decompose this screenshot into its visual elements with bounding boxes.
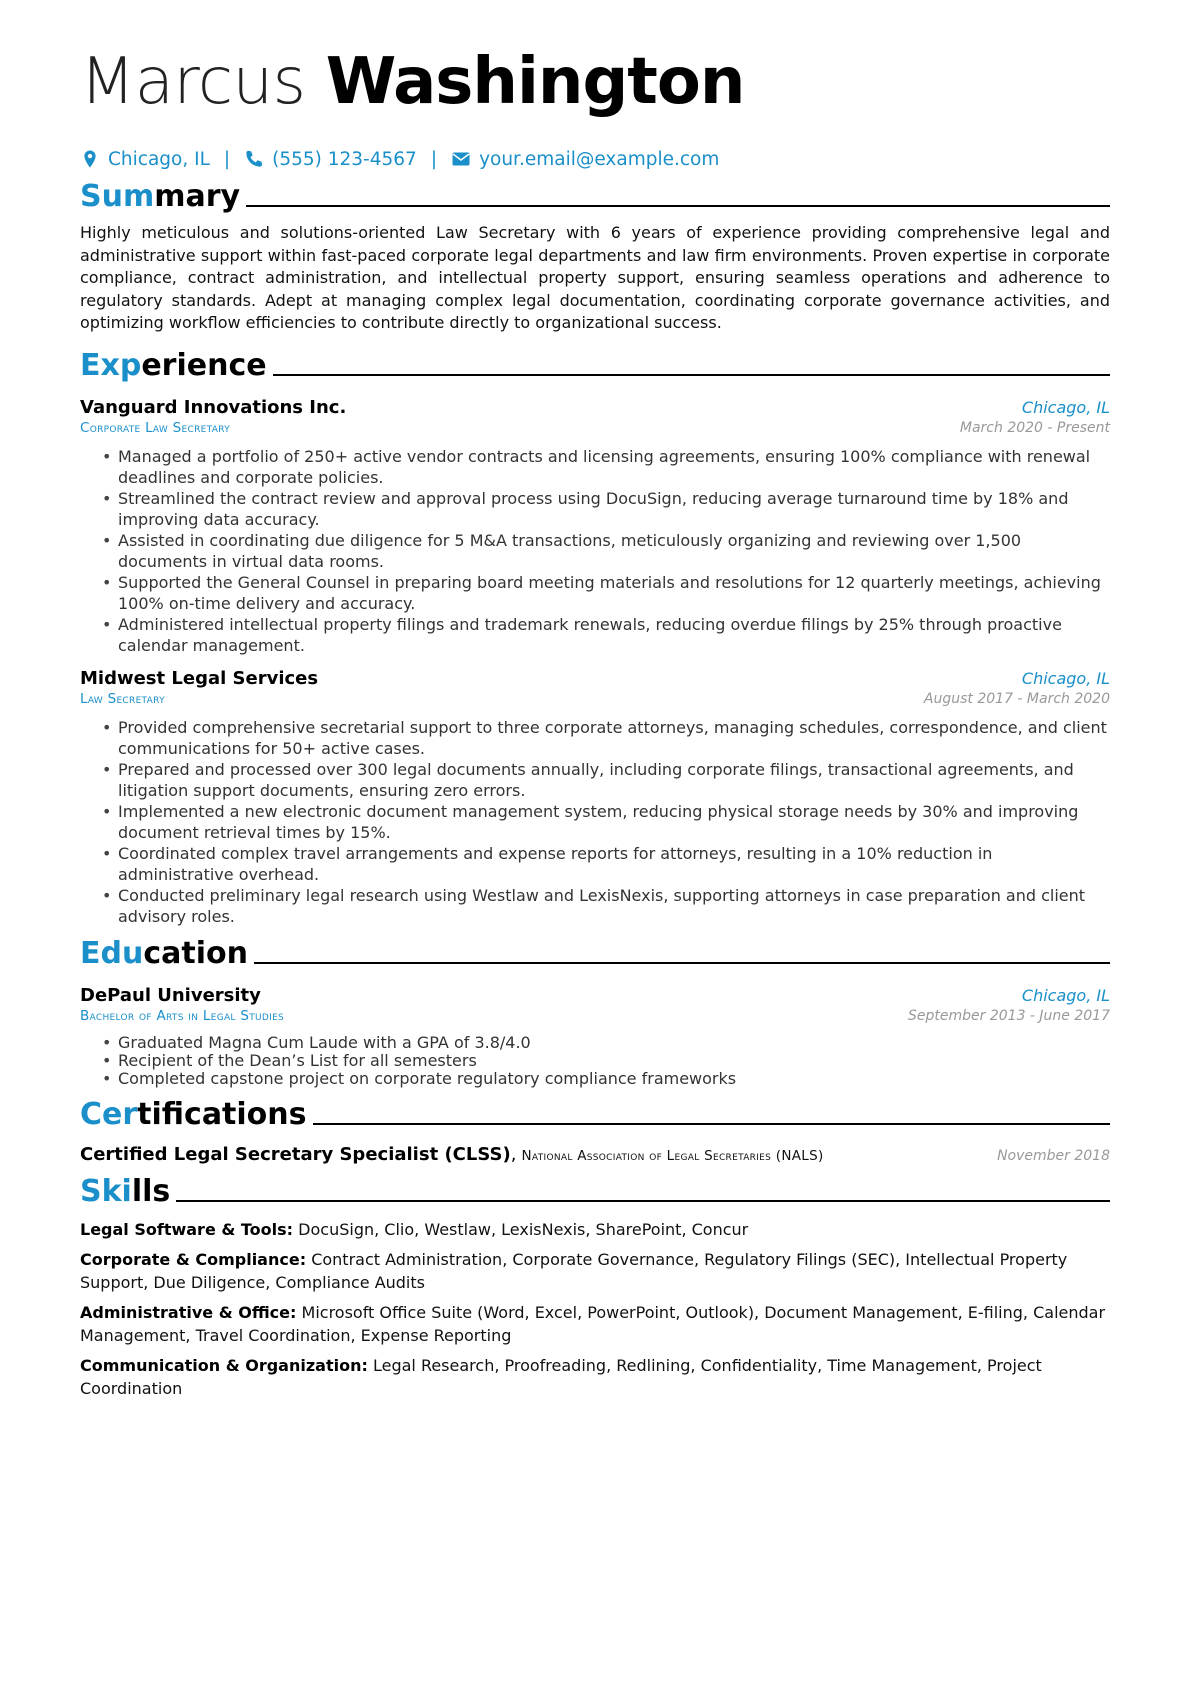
certification-issuer: National Association of Legal Secretaries (NALS) xyxy=(521,1147,824,1164)
job-location: Chicago, IL xyxy=(1021,668,1110,688)
list-item: • Supported the General Counsel in preparing board meeting materials and resolutions for 12 quarterly meetings, achieving 100% on-time delivery and accuracy. xyxy=(118,572,1110,614)
candidate-name xyxy=(80,0,1110,124)
certifications-heading xyxy=(80,1098,1110,1132)
list-item: • Prepared and processed over 300 legal documents annually, including corporate filings, transactional agreements, and litigation support documents, ensuring zero errors. xyxy=(118,759,1110,801)
skill-value: Legal Research, Proofreading, Redlining, Confidentiality, Time Management, Project Coordination xyxy=(80,1356,1042,1398)
list-item: • Provided comprehensive secretarial support to three corporate attorneys, managing schedules, correspondence, and client communications for 50+ active cases. xyxy=(118,717,1110,759)
list-item: • Graduated Magna Cum Laude with a GPA of 3.8/4.0 xyxy=(118,1034,1110,1052)
degree-title: Bachelor of Arts in Legal Studies xyxy=(80,1007,285,1024)
phone-text: (555) 123-4567 xyxy=(272,148,417,170)
school-location: Chicago, IL xyxy=(1021,985,1110,1005)
employer-name: Midwest Legal Services xyxy=(80,667,319,689)
job-bullets xyxy=(80,446,1110,656)
skill-value: DocuSign, Clio, Westlaw, LexisNexis, SharePoint, Concur xyxy=(298,1219,749,1239)
contact-separator: | xyxy=(223,148,231,170)
section-title: Summary xyxy=(80,179,241,214)
education-dates: September 2013 - June 2017 xyxy=(908,1007,1110,1024)
job-bullets xyxy=(80,717,1110,927)
list-item: • Conducted preliminary legal research using Westlaw and LexisNexis, supporting attorneys in case preparation and client advisory roles. xyxy=(118,885,1110,927)
section-title: Skills xyxy=(80,1173,171,1209)
skill-value: Microsoft Office Suite (Word, Excel, PowerPoint, Outlook), Document Management, E-filing, Calendar Management, Travel Coordination, Expense Reporting xyxy=(80,1303,1106,1345)
certification-name: Certified Legal Secretary Specialist (CLSS) xyxy=(80,1143,511,1165)
contact-location xyxy=(80,149,210,170)
section-rule xyxy=(273,374,1110,376)
section-title: Certifications xyxy=(80,1096,307,1132)
phone-icon xyxy=(244,149,264,169)
certification-date: November 2018 xyxy=(997,1147,1110,1164)
skill-row xyxy=(80,1249,1110,1294)
list-item: • Managed a portfolio of 250+ active vendor contracts and licensing agreements, ensuring 100% compliance with renewal deadlines and corporate policies. xyxy=(118,446,1110,488)
job-dates: August 2017 - March 2020 xyxy=(923,690,1110,707)
contact-separator: | xyxy=(430,148,438,170)
education-heading xyxy=(80,937,1110,971)
skill-label: Corporate & Compliance: xyxy=(80,1250,307,1269)
first-name: Marcus xyxy=(80,45,306,119)
section-rule xyxy=(176,1200,1110,1202)
contact-phone[interactable] xyxy=(244,149,417,170)
skill-row xyxy=(80,1219,1110,1242)
job-location: Chicago, IL xyxy=(1021,397,1110,417)
location-text: Chicago, IL xyxy=(108,148,210,170)
education-bullets xyxy=(80,1034,1110,1088)
certification-comma: , xyxy=(510,1143,517,1165)
contact-line xyxy=(80,146,1110,172)
section-rule xyxy=(254,962,1110,964)
skill-label: Administrative & Office: xyxy=(80,1303,297,1322)
contact-email[interactable] xyxy=(451,149,719,170)
list-item: • Administered intellectual property filings and trademark renewals, reducing overdue filings by 25% through proactive calendar management. xyxy=(118,614,1110,656)
education-entry xyxy=(80,985,1110,1088)
summary-text: Highly meticulous and solutions-oriented Law Secretary with 6 years of experience providing comprehensive legal and administrative support within fast-paced corporate legal departments and law firm environments. Proven expertise in corporate compliance, contract administration, and intellectual property support, ensuring seamless operations and adherence to regulatory standards. Adept at managing complex legal documentation, coordinating corporate governance activities, and optimizing workflow efficiencies to contribute directly to organizational success. xyxy=(80,223,1110,332)
list-item: • Completed capstone project on corporate regulatory compliance frameworks xyxy=(118,1070,1110,1088)
job-dates: March 2020 - Present xyxy=(959,419,1110,436)
section-title: Education xyxy=(80,935,248,971)
skills-list xyxy=(80,1219,1110,1401)
list-item: • Streamlined the contract review and approval process using DocuSign, reducing average turnaround time by 18% and improving data accuracy. xyxy=(118,488,1110,530)
skill-label: Communication & Organization: xyxy=(80,1356,368,1375)
experience-heading xyxy=(80,349,1110,383)
section-rule xyxy=(246,205,1110,207)
experience-entry xyxy=(80,397,1110,656)
envelope-icon xyxy=(451,149,471,169)
email-link[interactable]: your.email@example.com xyxy=(479,148,720,170)
experience-entry xyxy=(80,668,1110,927)
certification-entry xyxy=(80,1144,1110,1165)
skill-row xyxy=(80,1355,1110,1400)
last-name: Washington xyxy=(325,45,745,119)
skill-value: Contract Administration, Corporate Governance, Regulatory Filings (SEC), Intellectual Property Support, Due Diligence, Compliance Audits xyxy=(80,1250,1068,1292)
map-pin-icon xyxy=(80,149,100,169)
section-title: Experience xyxy=(80,347,267,383)
employer-name: Vanguard Innovations Inc. xyxy=(80,396,347,418)
list-item: • Implemented a new electronic document management system, reducing physical storage needs by 30% and improving document retrieval times by 15%. xyxy=(118,801,1110,843)
skills-heading xyxy=(80,1175,1110,1209)
skill-row xyxy=(80,1302,1110,1347)
job-title: Law Secretary xyxy=(80,690,165,707)
list-item: • Recipient of the Dean’s List for all semesters xyxy=(118,1052,1110,1070)
school-name: DePaul University xyxy=(80,984,261,1006)
section-rule xyxy=(313,1123,1110,1125)
list-item: • Assisted in coordinating due diligence for 5 M&A transactions, meticulously organizing and reviewing over 1,500 documents in virtual data rooms. xyxy=(118,530,1110,572)
skill-label: Legal Software & Tools: xyxy=(80,1219,294,1239)
list-item: • Coordinated complex travel arrangements and expense reports for attorneys, resulting in a 10% reduction in administrative overhead. xyxy=(118,843,1110,885)
summary-heading xyxy=(80,180,1110,214)
job-title: Corporate Law Secretary xyxy=(80,419,230,436)
